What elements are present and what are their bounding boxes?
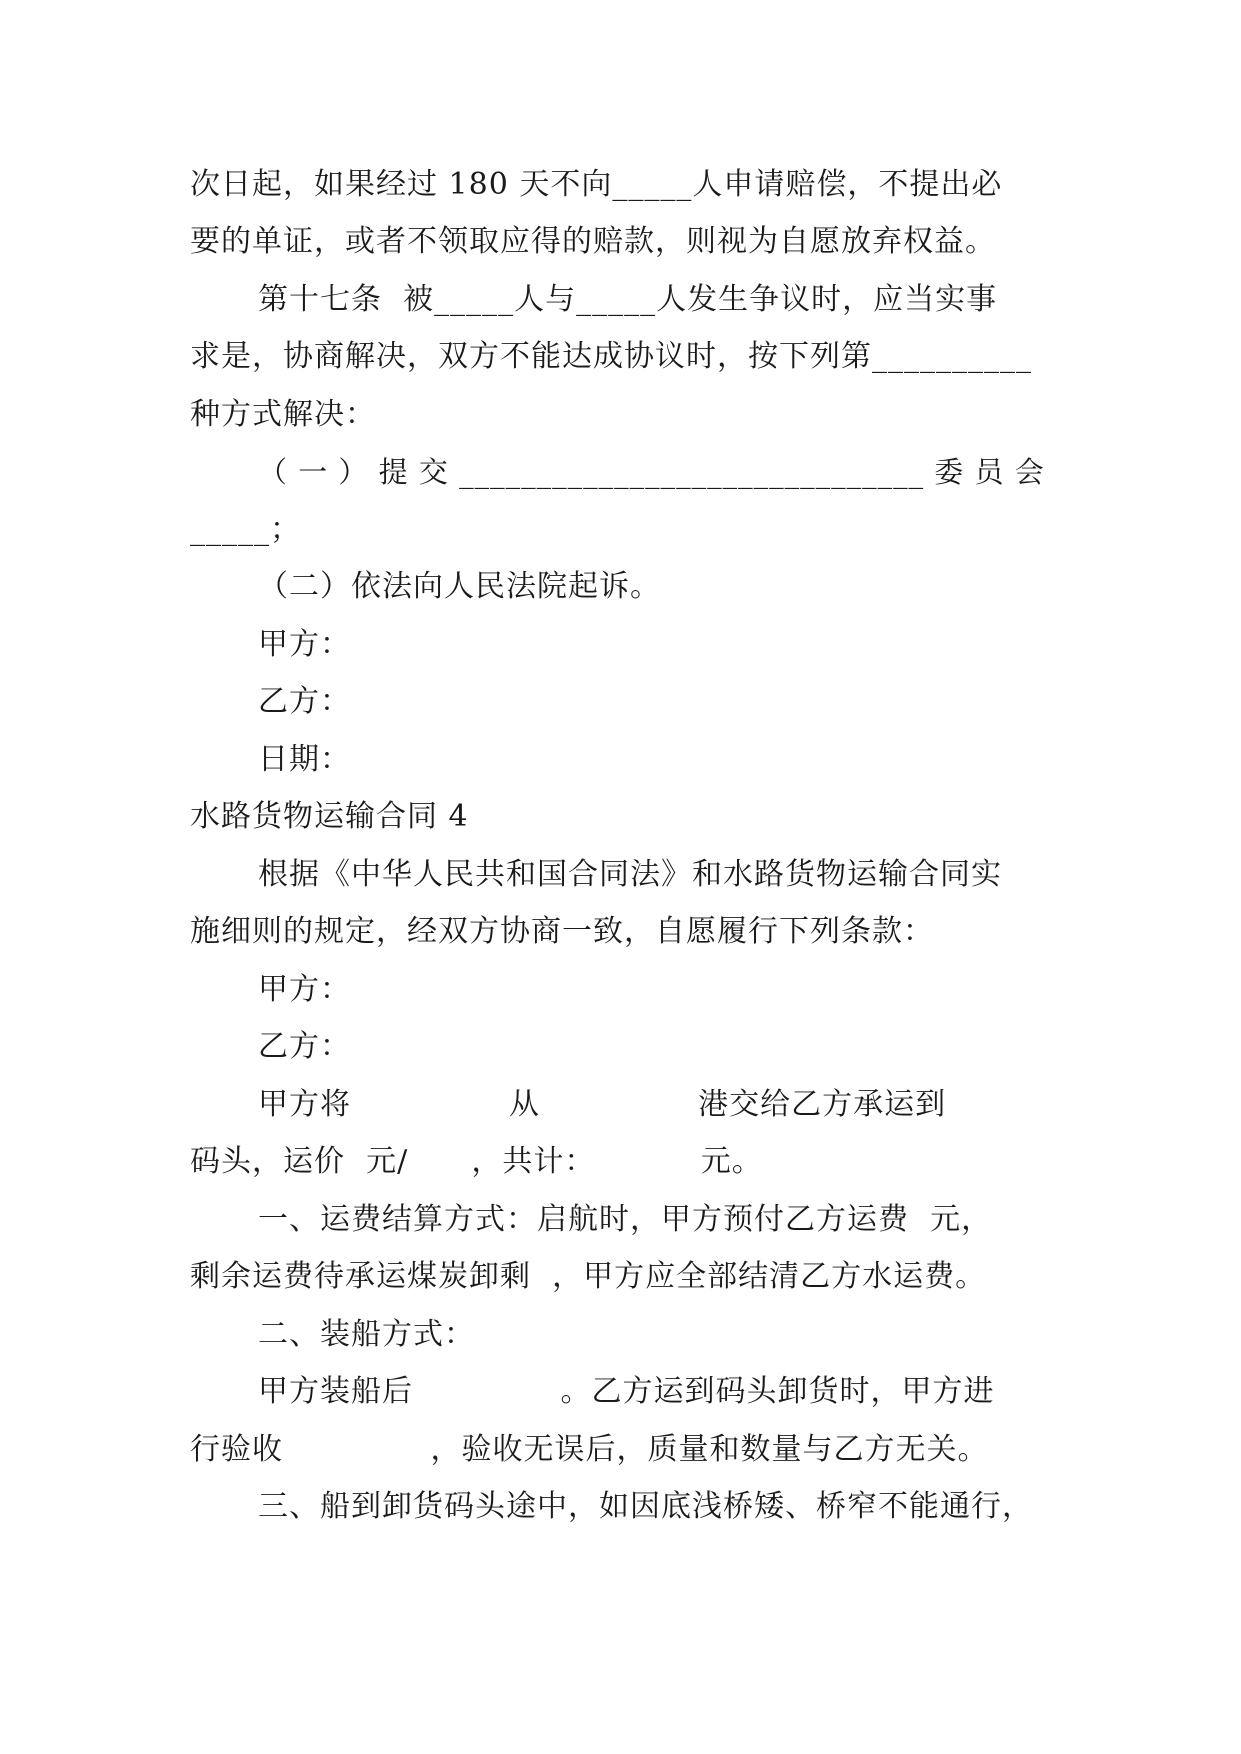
option-two-line: （二）依法向人民法院起诉。 bbox=[258, 569, 661, 604]
paragraph-line: 甲方将 从 港交给乙方承运到 bbox=[258, 1087, 947, 1122]
party-a-label: 甲方： bbox=[258, 972, 351, 1007]
article-17-line: 第十七条 被_____人与_____人发生争议时，应当实事 bbox=[258, 282, 998, 317]
paragraph-line: 剩余运费待承运煤炭卸剩 ，甲方应全部结清乙方水运费。 bbox=[190, 1259, 987, 1294]
option-one-line: （ 一 ） 提 交 ______________________________ 委 员 会 bbox=[258, 455, 1045, 489]
clause-three-line: 三、船到卸货码头途中，如因底浅桥矮、桥窄不能通行， bbox=[258, 1489, 1033, 1524]
paragraph-line: 施细则的规定，经双方协商一致，自愿履行下列条款： bbox=[190, 914, 934, 949]
paragraph-line: 码头，运价 元/ ，共计： 元。 bbox=[190, 1144, 763, 1179]
section-title: 水路货物运输合同 4 bbox=[190, 799, 469, 834]
paragraph-line: 根据《中华人民共和国合同法》和水路货物运输合同实 bbox=[258, 857, 1002, 892]
party-b-label: 乙方： bbox=[258, 684, 351, 719]
paragraph-line: 次日起，如果经过 180 天不向_____人申请赔偿，不提出必 bbox=[190, 167, 1003, 202]
clause-one-line: 一、运费结算方式：启航时，甲方预付乙方运费 元， bbox=[258, 1202, 993, 1237]
clause-two-heading: 二、装船方式： bbox=[258, 1317, 475, 1352]
paragraph-line: 要的单证，或者不领取应得的赔款，则视为自愿放弃权益。 bbox=[190, 224, 996, 259]
date-label: 日期： bbox=[258, 742, 351, 777]
paragraph-line: _____； bbox=[190, 512, 301, 547]
paragraph-line: 求是，协商解决，双方不能达成协议时，按下列第__________ bbox=[190, 339, 1032, 374]
paragraph-line: 甲方装船后 。乙方运到码头卸货时，甲方进 bbox=[258, 1374, 995, 1409]
party-b-label: 乙方： bbox=[258, 1029, 351, 1064]
paragraph-line: 行验收 ，验收无误后，质量和数量与乙方无关。 bbox=[190, 1432, 989, 1467]
paragraph-line: 种方式解决： bbox=[190, 397, 376, 432]
party-a-label: 甲方： bbox=[258, 627, 351, 662]
